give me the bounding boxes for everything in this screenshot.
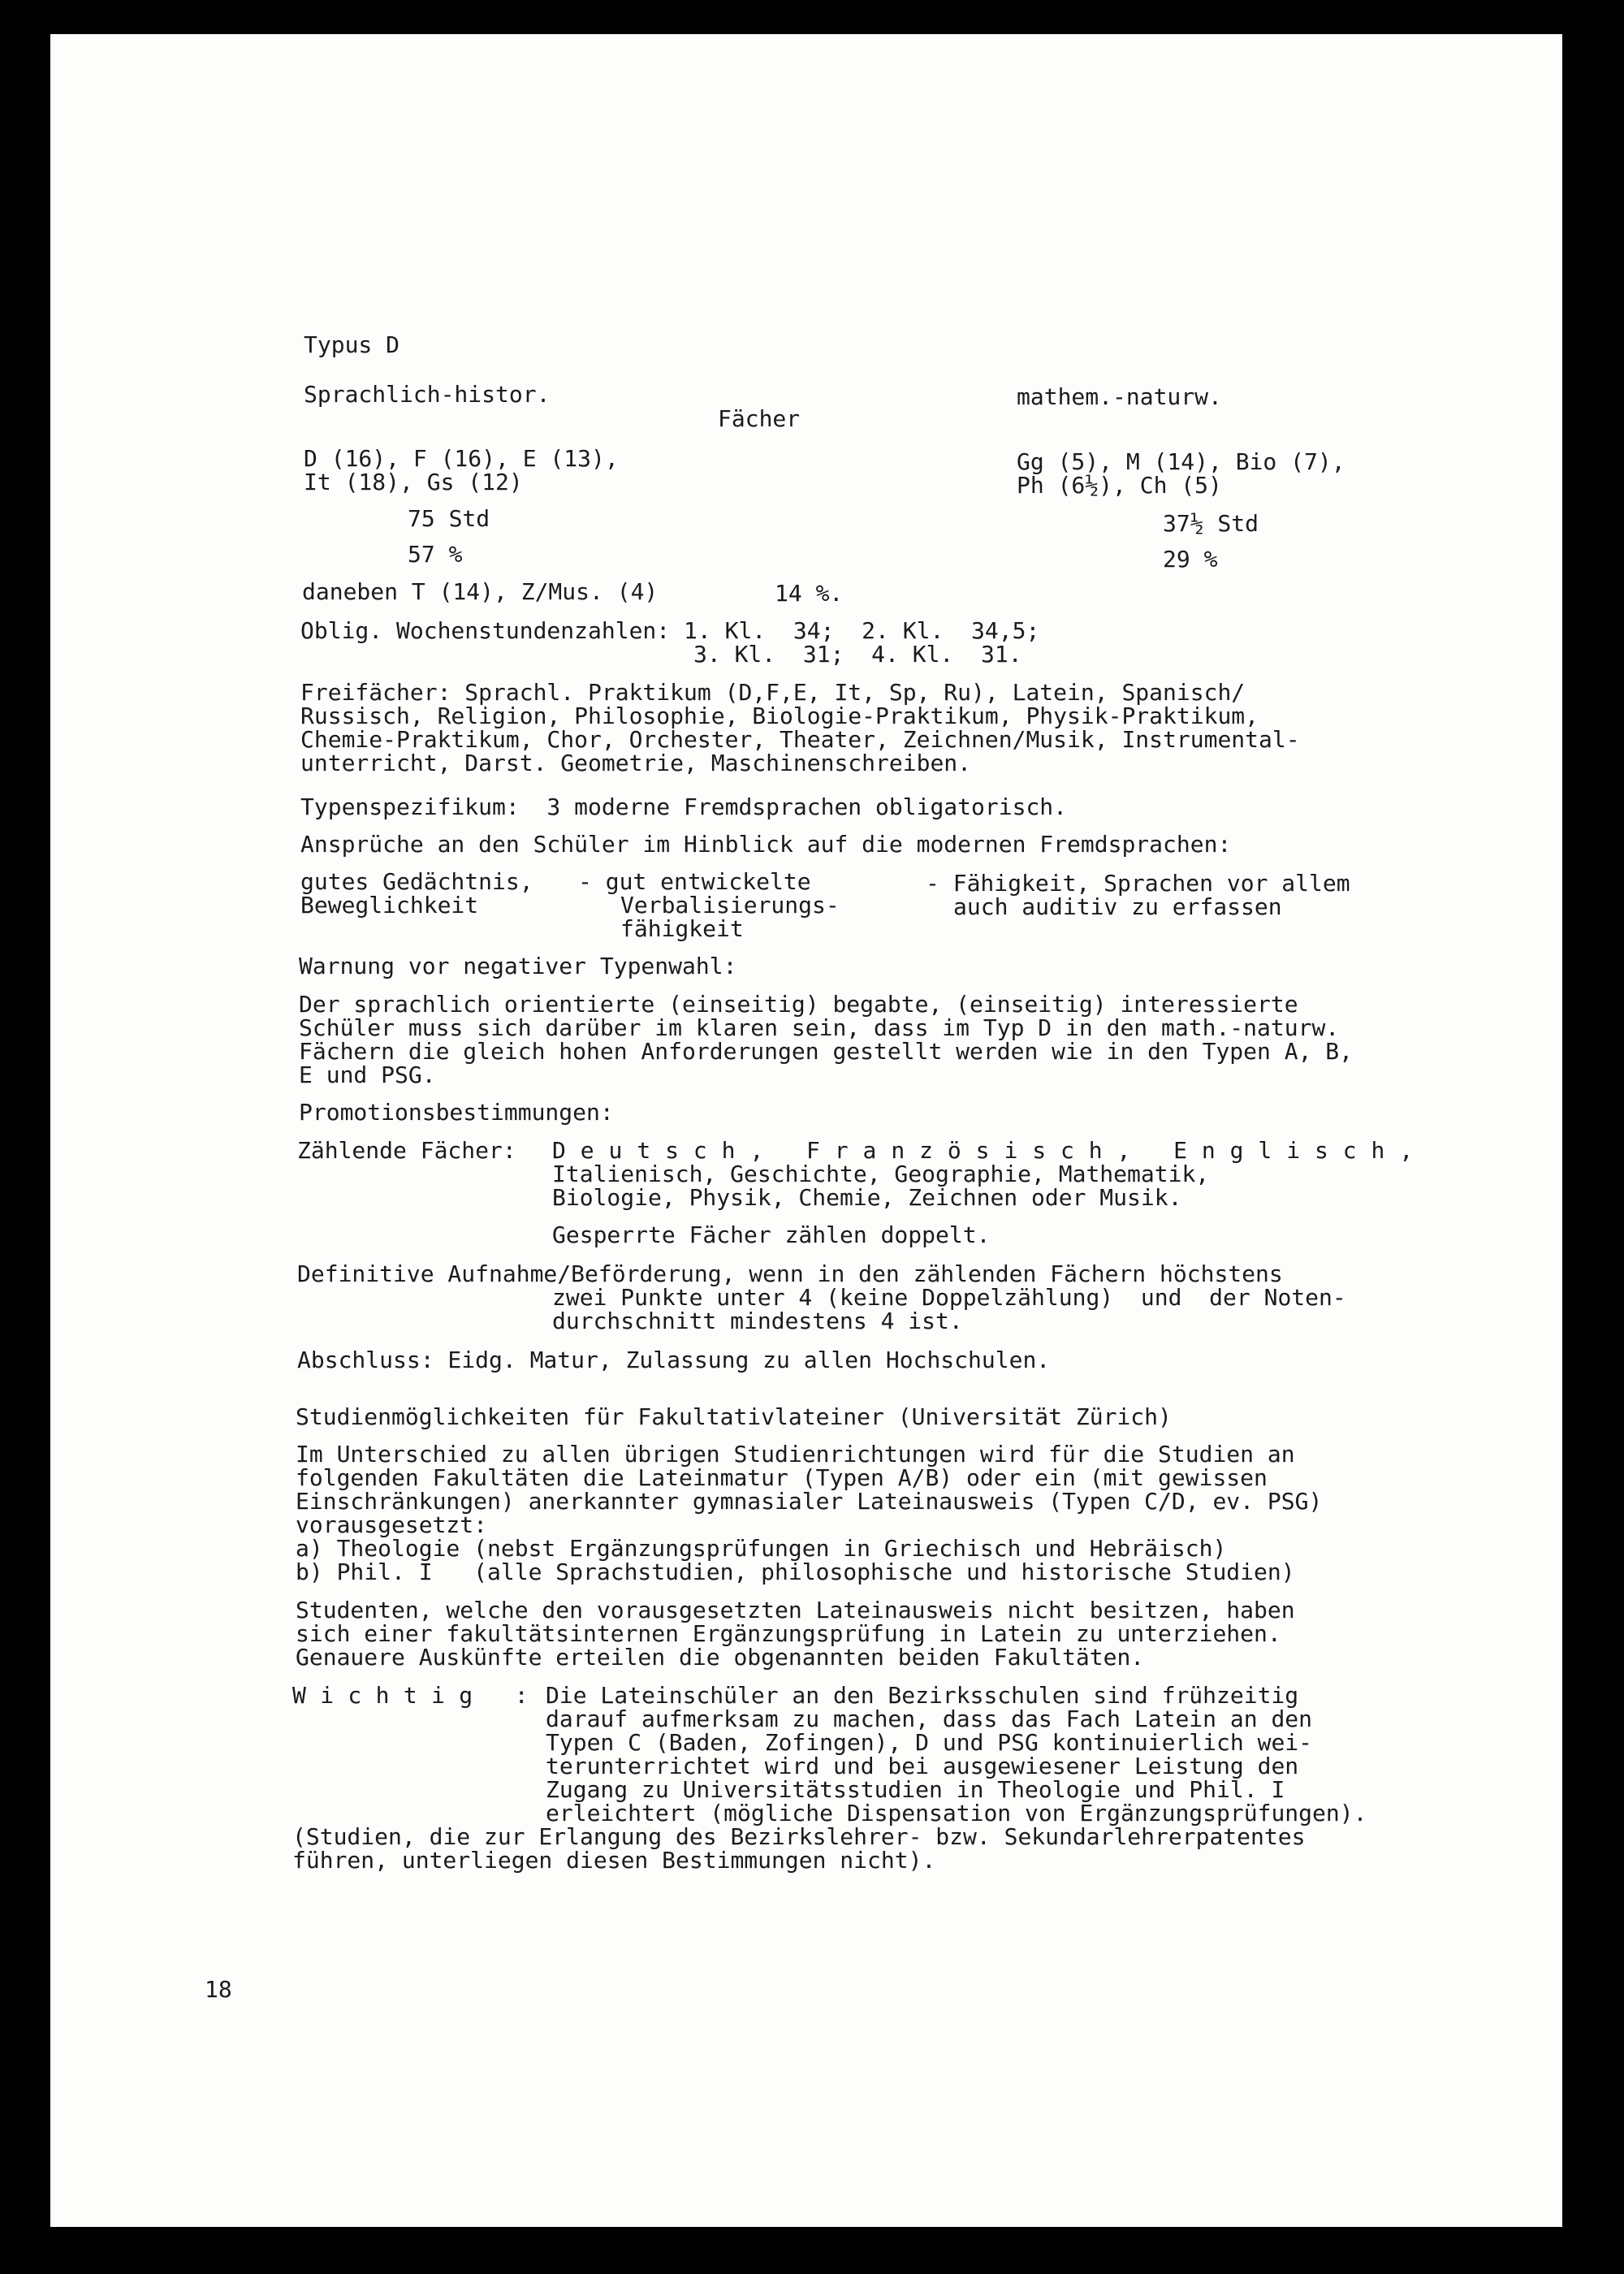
studien-line-3: Einschränkungen) anerkannter gymnasialer Lateinausweis (Typen C/D, ev. PSG) [296, 1488, 1323, 1515]
gesperrte-faecher: Gesperrte Fächer zählen doppelt. [552, 1221, 991, 1248]
left-subjects-line-1: D (16), F (16), E (13), [304, 445, 619, 472]
oblig-line-2: 3. Kl. 31; 4. Kl. 31. [693, 641, 1022, 668]
right-subjects-line-1: Gg (5), M (14), Bio (7), [1017, 448, 1345, 475]
wichtig-line-6: erleichtert (mögliche Dispensation von Ergänzungsprüfungen). [546, 1800, 1367, 1827]
req-col1-line-2: Beweglichkeit [300, 892, 479, 919]
center-column-title: Fächer [718, 405, 801, 432]
studien-line-4: vorausgesetzt: [296, 1511, 488, 1538]
left-subjects-line-2: It (18), Gs (12) [304, 469, 523, 495]
wichtig-line-1: Die Lateinschüler an den Bezirksschulen sind frühzeitig [546, 1682, 1299, 1709]
promotion-title: Promotionsbestimmungen: [299, 1099, 614, 1126]
studien-line-5: a) Theologie (nebst Ergänzungsprüfungen in Griechisch und Hebräisch) [296, 1535, 1227, 1562]
wichtig-line-3: Typen C (Baden, Zofingen), D und PSG kontinuierlich wei- [546, 1729, 1313, 1756]
zaehlende-line-1: Deutsch, Französisch, Englisch, [552, 1137, 1428, 1164]
left-percent: 57 % [408, 541, 463, 568]
warnung-line-1: Der sprachlich orientierte (einseitig) begabte, (einseitig) interessierte [299, 991, 1298, 1018]
warnung-line-2: Schüler muss sich darüber im klaren sein, dass im Typ D in den math.-naturw. [299, 1014, 1340, 1041]
studenten-line-1: Studenten, welche den vorausgesetzten Lateinausweis nicht besitzen, haben [296, 1597, 1295, 1623]
left-hours: 75 Std [408, 505, 490, 532]
warnung-title: Warnung vor negativer Typenwahl: [299, 953, 737, 979]
daneben-percent: 14 %. [775, 580, 844, 607]
req-col1-line-1: gutes Gedächtnis, [300, 868, 533, 895]
studien-line-1: Im Unterschied zu allen übrigen Studienrichtungen wird für die Studien an [296, 1441, 1295, 1468]
zaehlende-line-3: Biologie, Physik, Chemie, Zeichnen oder Musik. [552, 1184, 1182, 1211]
warnung-line-3: Fächern die gleich hohen Anforderungen gestellt werden wie in den Typen A, B, [299, 1038, 1354, 1065]
right-column-title: mathem.-naturw. [1017, 383, 1222, 410]
right-subjects-line-2: Ph (6½), Ch (5) [1017, 472, 1222, 499]
studenten-line-3: Genauere Auskünfte erteilen die obgenannten beiden Fakultäten. [296, 1644, 1145, 1671]
req-col2-line-1: - gut entwickelte [578, 868, 811, 895]
heading: Typus D [304, 331, 400, 358]
zaehlende-line-2: Italienisch, Geschichte, Geographie, Mathematik, [552, 1161, 1210, 1187]
document-page [50, 34, 1562, 2227]
wichtig-label: Wichtig : [292, 1682, 542, 1709]
req-col3-line-2: auch auditiv zu erfassen [953, 893, 1282, 920]
studien-line-2: folgenden Fakultäten die Lateinmatur (Typen A/B) oder ein (mit gewissen [296, 1464, 1268, 1491]
studien-line-6: b) Phil. I (alle Sprachstudien, philosophische und historische Studien) [296, 1559, 1295, 1585]
daneben-line: daneben T (14), Z/Mus. (4) [302, 578, 659, 605]
freifaecher-line-1: Freifächer: Sprachl. Praktikum (D,F,E, It, Sp, Ru), Latein, Spanisch/ [300, 679, 1246, 706]
freifaecher-line-2: Russisch, Religion, Philosophie, Biologie-Praktikum, Physik-Praktikum, [300, 703, 1259, 729]
abschluss: Abschluss: Eidg. Matur, Zulassung zu allen Hochschulen. [297, 1347, 1051, 1373]
studien-note-line-2: führen, unterliegen diesen Bestimmungen nicht). [292, 1847, 936, 1874]
studien-note-line-1: (Studien, die zur Erlangung des Bezirkslehrer- bzw. Sekundarlehrerpatentes [292, 1823, 1306, 1850]
warnung-line-4: E und PSG. [299, 1061, 436, 1088]
req-col2-line-2: Verbalisierungs- [620, 892, 840, 919]
page-number: 18 [205, 1976, 232, 2003]
studien-title: Studienmöglichkeiten für Fakultativlateiner (Universität Zürich) [296, 1403, 1172, 1430]
freifaecher-line-4: unterricht, Darst. Geometrie, Maschinenschreiben. [300, 750, 972, 776]
wichtig-line-5: Zugang zu Universitätsstudien in Theologie und Phil. I [546, 1776, 1285, 1803]
right-hours: 37½ Std [1163, 510, 1259, 537]
zaehlende-label: Zählende Fächer: [297, 1137, 516, 1164]
wichtig-line-4: terunterrichtet wird und bei ausgewiesener Leistung den [546, 1753, 1299, 1779]
freifaecher-line-3: Chemie-Praktikum, Chor, Orchester, Theater, Zeichnen/Musik, Instrumental- [300, 726, 1300, 753]
right-percent: 29 % [1163, 546, 1218, 573]
req-col2-line-3: fähigkeit [620, 915, 744, 942]
oblig-line-1: Oblig. Wochenstundenzahlen: 1. Kl. 34; 2. Kl. 34,5; [300, 617, 1040, 644]
definitive-line-3: durchschnitt mindestens 4 ist. [552, 1308, 963, 1334]
left-column-title: Sprachlich-histor. [304, 381, 551, 408]
definitive-line-2: zwei Punkte unter 4 (keine Doppelzählung) und der Noten- [552, 1284, 1346, 1311]
definitive-line-1: Definitive Aufnahme/Beförderung, wenn in den zählenden Fächern höchstens [297, 1260, 1283, 1287]
wichtig-line-2: darauf aufmerksam zu machen, dass das Fach Latein an den [546, 1706, 1313, 1732]
typenspezifikum: Typenspezifikum: 3 moderne Fremdsprachen obligatorisch. [300, 793, 1068, 820]
ansprueche-heading: Ansprüche an den Schüler im Hinblick auf die modernen Fremdsprachen: [300, 831, 1232, 858]
req-col3-line-1: - Fähigkeit, Sprachen vor allem [926, 870, 1350, 897]
studenten-line-2: sich einer fakultätsinternen Ergänzungsprüfung in Latein zu unterziehen. [296, 1620, 1281, 1647]
